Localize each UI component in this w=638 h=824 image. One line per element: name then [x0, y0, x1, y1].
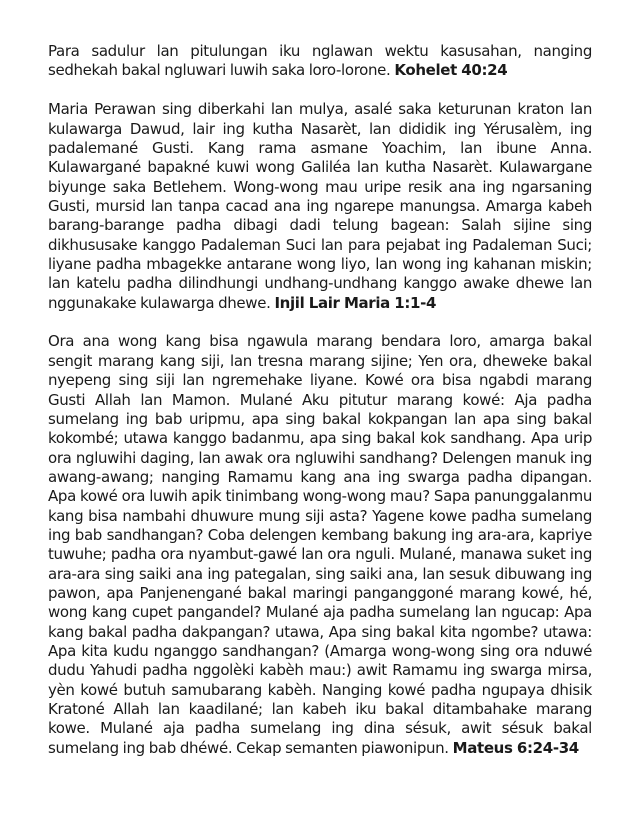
- document-page: [48, 42, 592, 778]
- scripture-reference: Injil Lair Maria 1:1-4: [274, 293, 437, 312]
- paragraph-text: Maria Perawan sing diberkahi lan mulya, asalé saka keturunan kraton lan kulawarga Dawud, lair ing kutha Nasarèt, lan dididik ing Yérusalèm, ing padalemané Gusti. Kang rama asmane Yoachim, lan ibune Anna. Kulawargané bapakné kuwi wong Galiléa lan kutha Nasarèt. Kulawargane biyunge saka Betlehem. Wong-wong mau uripe resik ana ing ngarsaning Gusti, mursid lan tanpa cacad ana ing ngarepe manungsa. Amarga kabeh barang-barange padha dibagi dadi telung bagean: Salah sijine sing dikhususake kanggo Padaleman Suci lan para pejabat ing Padaleman Suci; liyane padha mbagekke antarane wong liyo, lan wong ing kahanan miskin; lan katelu padha dilindhungi undhang-undhang kanggo awake dhewe lan nggunakake kulawarga dhewe.: [48, 100, 592, 312]
- scripture-reference: Mateus 6:24-34: [452, 738, 579, 757]
- paragraph-text: Para sadulur lan pitulungan iku nglawan wektu kasusahan, nanging sedhekah bakal ngluwari luwih saka loro-lorone.: [48, 42, 592, 80]
- paragraph-injil-lair-maria: [48, 100, 592, 313]
- scripture-reference: Kohelet 40:24: [394, 61, 508, 80]
- paragraph-kohelet: [48, 42, 592, 81]
- paragraph-text: Ora ana wong kang bisa ngawula marang bendara loro, amarga bakal sengit marang kang siji, lan tresna marang sijine; Yen ora, dheweke bakal nyepeng sing siji lan ngremehake liyane. Kowé ora bisa ngabdi marang Gusti Allah lan Mamon. Mulané Aku pitutur marang kowé: Aja padha sumelang ing bab uripmu, apa sing bakal kokpangan lan apa sing bakal kokombé; utawa kanggo badanmu, apa sing bakal kok sandhang. Apa urip ora ngluwihi daging, lan awak ora ngluwihi sandhang? Delengen manuk ing awang-awang; nanging Ramamu kang ana ing swarga padha dipangan. Apa kowé ora luwih apik tinimbang wong-wong mau? Sapa panunggalanmu kang bisa nambahi dhuwure mung siji asta? Yagene kowe padha sumelang ing bab sandhangan? Coba delengen kembang bakung ing ara-ara, kapriye tuwuhe; padha ora nyambut-gawé lan ora nguli. Mulané, manawa suket ing ara-ara sing saiki ana ing pategalan, sing saiki ana, lan sesuk dibuwang ing pawon, apa Panjenengané bakal maringi panganggoné marang kowé, hé, wong kang cupet pangandel? Mulané aja padha sumelang lan ngucap: Apa kang bakal padha dakpangan? utawa, Apa sing bakal kita ngombe? utawa: Apa kita kudu nganggo sandhangan? (Amarga wong-wong sing ora nduwé dudu Yahudi padha nggolèki kabèh mau:) awit Ramamu ing swarga mirsa, yèn kowé butuh samubarang kabèh. Nanging kowé padha ngupaya dhisik Kratoné Allah lan kaadilané; lan kabeh iku bakal ditambahake marang kowe. Mulané aja padha sumelang ing dina sésuk, awit sésuk bakal sumelang ing bab dhéwé. Cekap semanten piawonipun.: [48, 332, 592, 757]
- paragraph-mateus: [48, 332, 592, 758]
